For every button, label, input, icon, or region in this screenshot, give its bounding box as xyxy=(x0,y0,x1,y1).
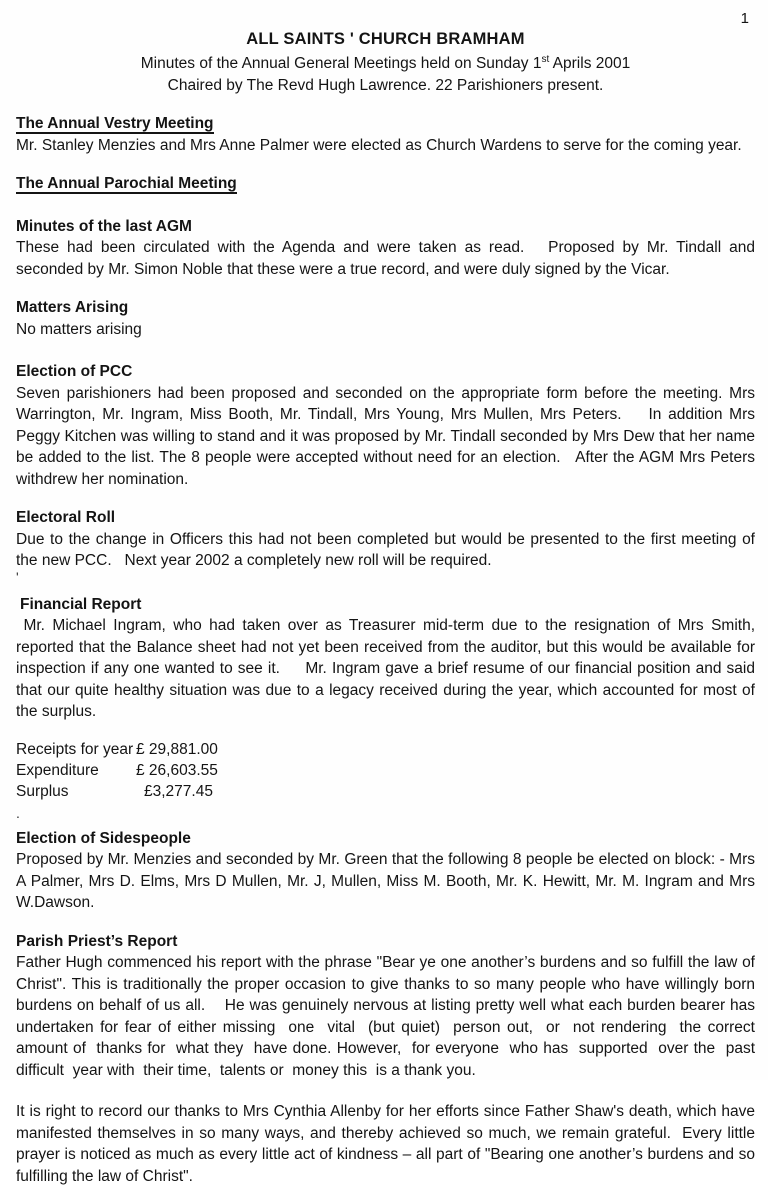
section-parish-priests-report xyxy=(16,931,764,1187)
scan-artifact-mark: ' xyxy=(16,568,19,585)
document-subtitle-line2: Chaired by The Revd Hugh Lawrence. 22 Parishioners present. xyxy=(167,76,604,94)
section-heading-electoral-roll: Electoral Roll xyxy=(16,509,116,527)
section-heading-annual-vestry-meeting: The Annual Vestry Meeting xyxy=(16,115,214,133)
section-body-parish-priests-report-para1: Father Hugh commenced his report with the phrase "Bear ye one another’s burdens and so fulfill the law of Christ". This is traditionally the proper occasion to give thanks to so many people who have willingly born burdens on behalf of us all. He was genuinely nervous at listing pretty well what each burden bearer has undertaken for fear of either missing one vital (but quiet) person out, or not rendering the correct amount of thanks for what they have done. However, for everyone who has supported over the past difficult year with their time, talents or money this is a thank you. xyxy=(16,954,764,1079)
section-heading-matters-arising: Matters Arising xyxy=(16,299,129,317)
financial-figures xyxy=(16,739,755,802)
section-body-election-of-pcc: Seven parishioners had been proposed and seconded on the appropriate form before the meeting. Mrs Warrington, Mr. Ingram, Miss Booth, Mr. Tindall, Mrs Young, Mrs Mullen, Mrs Peters. In addition Mrs Peggy Kitchen was willing to stand and it was proposed by Mr. Tindall seconded by Mrs Dew that her name be added to the list. The 8 people were accepted without need for an election. After the AGM Mrs Peters withdrew her nomination. xyxy=(16,384,760,488)
figure-row-expenditure xyxy=(16,760,755,781)
section-body-matters-arising: No matters arising xyxy=(16,320,142,338)
section-heading-annual-parochial-meeting: The Annual Parochial Meeting xyxy=(16,175,237,193)
section-minutes-of-last-agm xyxy=(16,216,760,281)
document-subtitle-line1 xyxy=(16,49,755,75)
figure-row-receipts xyxy=(16,739,755,760)
section-body-financial-report: Mr. Michael Ingram, who had taken over as Treasurer mid-term due to the resignation of Mrs Smith, reported that the Balance sheet had not yet been received from the auditor, but this would be available for inspection if any one wanted to see it. Mr. Ingram gave a brief resume of our financial position and said that our quite healthy situation was due to a legacy received during the year, which accounted for most of the surplus. xyxy=(16,617,760,721)
figure-label-receipts: Receipts for year xyxy=(16,740,134,758)
section-annual-parochial-meeting xyxy=(16,173,755,195)
document-title: ALL SAINTS ' CHURCH BRAMHAM xyxy=(246,30,525,48)
subtitle-ordinal-suffix: st xyxy=(541,54,550,65)
page-number: 1 xyxy=(740,10,749,27)
section-election-of-sidespeople xyxy=(16,828,760,914)
section-financial-report xyxy=(16,594,760,821)
section-election-of-pcc xyxy=(16,361,760,490)
section-body-annual-vestry-meeting: Mr. Stanley Menzies and Mrs Anne Palmer were elected as Church Wardens to serve for the coming year. xyxy=(16,136,742,154)
figure-label-expenditure: Expenditure xyxy=(16,761,99,779)
figure-value-receipts: £ 29,881.00 xyxy=(136,740,218,758)
figure-value-surplus: £3,277.45 xyxy=(144,782,213,800)
section-annual-vestry-meeting xyxy=(16,113,755,156)
section-heading-minutes-of-last-agm: Minutes of the last AGM xyxy=(16,217,192,235)
section-body-minutes-of-last-agm: These had been circulated with the Agenda and were taken as read. Proposed by Mr. Tindall and seconded by Mr. Simon Noble that these were a true record, and were duly signed by the Vicar. xyxy=(16,239,760,278)
scan-artifact-dot: . xyxy=(16,804,20,821)
document-header xyxy=(16,30,755,96)
section-heading-election-of-pcc: Election of PCC xyxy=(16,363,133,381)
section-heading-election-of-sidespeople: Election of Sidespeople xyxy=(16,829,191,847)
section-heading-financial-report: Financial Report xyxy=(20,595,142,613)
section-electoral-roll xyxy=(16,507,760,585)
subtitle-line1-post: Aprils 2001 xyxy=(549,55,631,73)
figure-label-surplus: Surplus xyxy=(16,782,69,800)
section-heading-parish-priests-report: Parish Priest’s Report xyxy=(16,932,178,950)
section-matters-arising xyxy=(16,297,755,340)
figure-value-expenditure: £ 26,603.55 xyxy=(136,761,218,779)
section-body-electoral-roll: Due to the change in Officers this had not been completed but would be presented to the first meeting of the new PCC. Next year 2002 a completely new roll will be required. xyxy=(16,530,760,570)
subtitle-line1-pre: Minutes of the Annual General Meetings held on Sunday 1 xyxy=(140,55,542,73)
section-body-election-of-sidespeople: Proposed by Mr. Menzies and seconded by Mr. Green that the following 8 people be elected on block: - Mrs A Palmer, Mrs D. Elms, Mrs D Mullen, Mr. J, Mullen, Miss M. Booth, Mr. K. Hewitt, Mr. M. Ingram and Mrs W.Dawson. xyxy=(16,851,760,912)
figure-row-surplus xyxy=(16,781,755,802)
section-body-parish-priests-report-para2: It is right to record our thanks to Mrs Cynthia Allenby for her efforts since Father Shaw's death, which have manifested themselves in so many ways, and thereby achieved so much, we remain grateful. Every little prayer is noticed as much as every little act of kindness – all part of "Bearing one another’s burdens and so fulfilling the law of Christ". xyxy=(16,1103,760,1185)
